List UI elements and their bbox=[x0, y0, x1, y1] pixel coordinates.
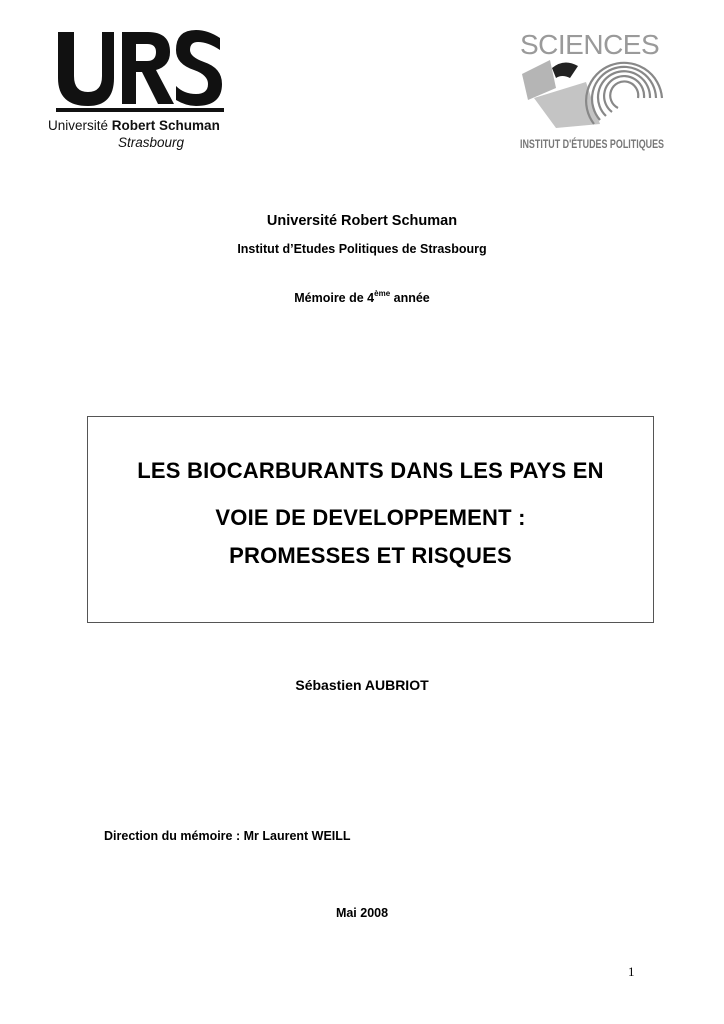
sciences-po-top-text: SCIENCES bbox=[520, 29, 660, 60]
logo-university-regular: Université bbox=[48, 118, 109, 133]
memoire-suffix: année bbox=[390, 291, 430, 305]
urs-letters-graphic bbox=[54, 28, 224, 108]
logo-arcs bbox=[586, 63, 662, 124]
page-number: 1 bbox=[628, 964, 635, 979]
urs-logo bbox=[44, 28, 234, 158]
memoire-prefix: Mémoire de 4 bbox=[294, 291, 375, 305]
author-name: Sébastien AUBRIOT bbox=[295, 677, 429, 693]
university-name: Université Robert Schuman bbox=[266, 213, 458, 229]
sciences-po-logo bbox=[516, 28, 706, 154]
title-box bbox=[87, 416, 654, 623]
title-line-2: VOIE DE DEVELOPPEMENT : bbox=[215, 505, 526, 530]
logo-head-shape bbox=[552, 62, 578, 78]
thesis-direction: Direction du mémoire : Mr Laurent WEILL bbox=[104, 829, 351, 843]
institute-name: Institut d’Etudes Politiques de Strasbourg bbox=[237, 242, 487, 256]
logo-university-line bbox=[48, 118, 220, 133]
title-line-1: LES BIOCARBURANTS DANS LES PAYS EN bbox=[137, 458, 604, 483]
title-line-3: PROMESSES ET RISQUES bbox=[229, 543, 512, 568]
memoire-year-line bbox=[0, 291, 724, 305]
logo-university-bold: Robert Schuman bbox=[111, 118, 220, 133]
logo-rule bbox=[56, 108, 224, 112]
date: Mai 2008 bbox=[335, 906, 389, 920]
sciences-po-bottom-text: INSTITUT D'ÉTUDES POLITIQUES bbox=[520, 139, 706, 151]
logo-city: Strasbourg bbox=[118, 135, 185, 150]
memoire-superscript: ème bbox=[374, 289, 391, 298]
